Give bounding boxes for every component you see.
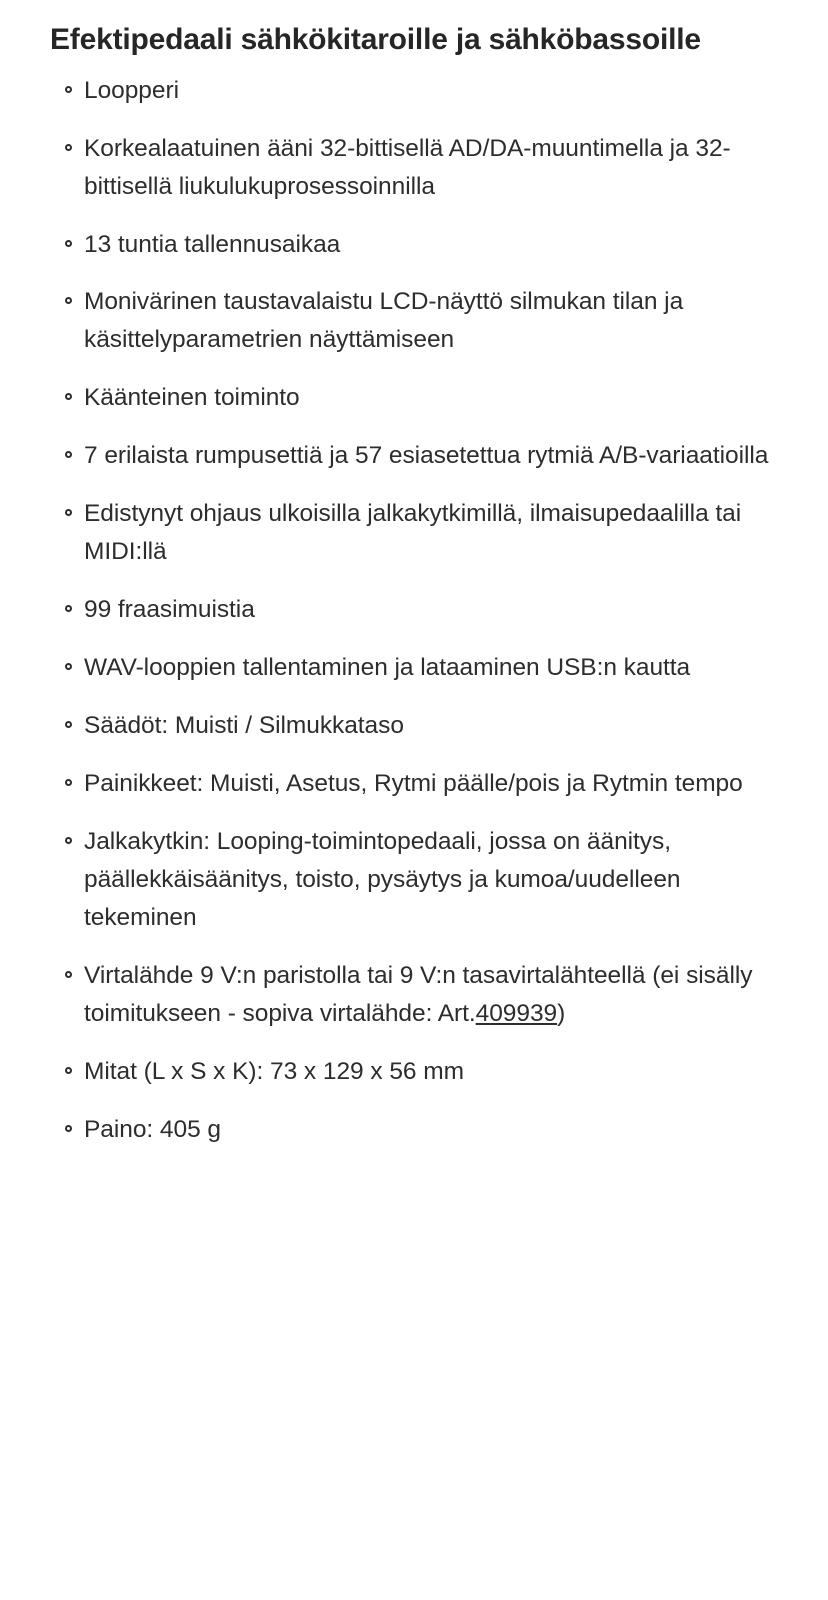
list-item-label: Loopperi <box>84 76 179 104</box>
bullet-circle-icon <box>65 837 72 844</box>
bullet-circle-icon <box>65 779 72 786</box>
list-item-label: 99 fraasimuistia <box>84 596 255 624</box>
bullet-circle-icon <box>65 721 72 728</box>
list-item-label: Jalkakytkin: Looping-toimintopedaali, jossa on äänitys, päällekkäisäänitys, toisto, pysäytys ja kumoa/uudelleen tekeminen <box>84 828 681 932</box>
bullet-circle-icon <box>65 971 72 978</box>
feature-list <box>50 72 778 1149</box>
list-item <box>50 72 776 110</box>
list-item-label: Käänteinen toiminto <box>84 384 300 412</box>
list-item <box>50 649 776 687</box>
bullet-circle-icon <box>65 86 72 93</box>
bullet-circle-icon <box>65 144 72 151</box>
bullet-circle-icon <box>65 451 72 458</box>
list-item-label: Edistynyt ohjaus ulkoisilla jalkakytkimillä, ilmaisupedaalilla tai MIDI:llä <box>84 500 742 566</box>
list-item <box>50 379 776 417</box>
article-number-link[interactable]: 409939 <box>475 1000 558 1028</box>
list-item <box>50 437 776 475</box>
list-item <box>50 495 776 571</box>
bullet-circle-icon <box>65 663 72 670</box>
bullet-circle-icon <box>65 240 72 247</box>
list-item-label: Korkealaatuinen ääni 32-bittisellä AD/DA-muuntimella ja 32-bittisellä liukulukuprosessoinnilla <box>84 134 731 200</box>
list-item-power-supply <box>50 957 776 1033</box>
list-item-label: 13 tuntia tallennusaikaa <box>84 230 341 258</box>
list-item <box>50 1111 776 1149</box>
list-item-label: WAV-looppien tallentaminen ja lataaminen USB:n kautta <box>84 654 691 682</box>
list-item-label-suffix: ) <box>557 1000 566 1028</box>
list-item <box>50 765 776 803</box>
list-item-label: Monivärinen taustavalaistu LCD-näyttö silmukan tilan ja käsittelyparametrien näyttämiseen <box>84 288 684 354</box>
list-item <box>50 823 776 937</box>
list-item-label: Säädöt: Muisti / Silmukkataso <box>84 712 404 740</box>
list-item <box>50 283 776 359</box>
bullet-circle-icon <box>65 393 72 400</box>
page-title: Efektipedaali sähkökitaroille ja sähköbassoille <box>50 23 701 56</box>
list-item <box>50 226 776 264</box>
list-item-label: 7 erilaista rumpusettiä ja 57 esiasetettua rytmiä A/B-variaatioilla <box>84 442 769 470</box>
bullet-circle-icon <box>65 1067 72 1074</box>
list-item <box>50 707 776 745</box>
list-item <box>50 1053 776 1091</box>
list-item-label: Virtalähde 9 V:n paristolla tai 9 V:n tasavirtalähteellä (ei sisälly toimitukseen - sopiva virtalähde: Art. <box>84 962 753 1028</box>
list-item-label: Paino: 405 g <box>84 1115 221 1143</box>
bullet-circle-icon <box>65 605 72 612</box>
list-item <box>50 130 776 206</box>
bullet-circle-icon <box>65 1125 72 1132</box>
bullet-circle-icon <box>65 509 72 516</box>
bullet-circle-icon <box>65 297 72 304</box>
list-item-label: Painikkeet: Muisti, Asetus, Rytmi päälle/pois ja Rytmin tempo <box>84 770 743 798</box>
list-item-label: Mitat (L x S x K): 73 x 129 x 56 mm <box>84 1058 464 1085</box>
list-item <box>50 591 776 629</box>
